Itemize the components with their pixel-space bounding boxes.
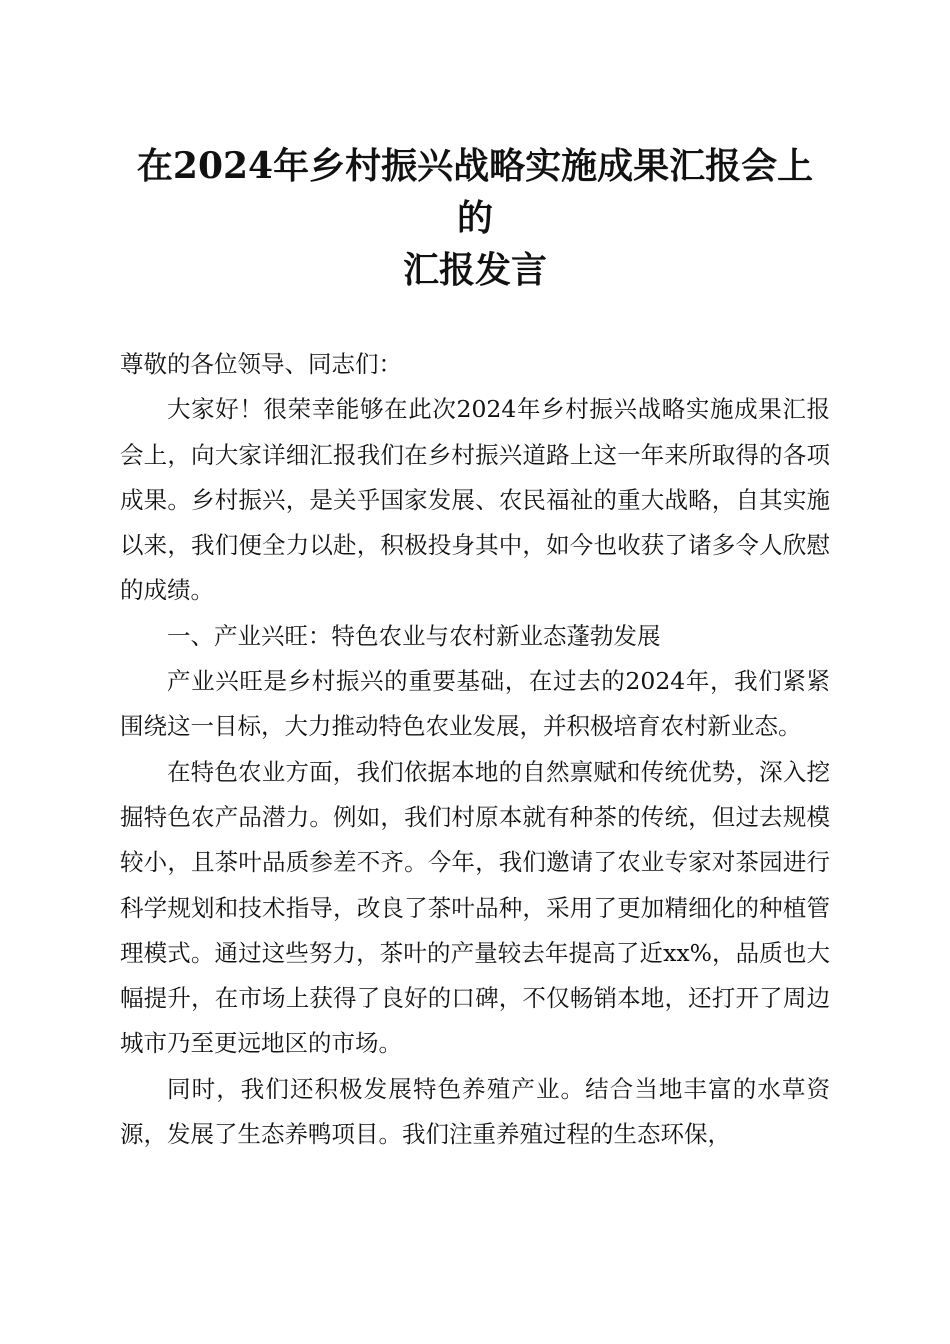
title-line-2: 汇报发言	[402, 249, 547, 291]
document-body	[120, 342, 830, 1157]
salutation: 尊敬的各位领导、同志们：	[120, 350, 402, 378]
document-title	[120, 140, 830, 296]
paragraph-specialty-breeding: 同时，我们还积极发展特色养殖产业。结合当地丰富的水草资源，发展了生态养鸭项目。我们注重养殖过程的生态环保，	[120, 1074, 830, 1149]
paragraph-specialty-agriculture: 在特色农业方面，我们依据本地的自然禀赋和传统优势，深入挖掘特色农产品潜力。例如，我们村原本就有种茶的传统，但过去规模较小，且茶叶品质参差不齐。今年，我们邀请了农业专家对茶园进行科学规划和技术指导，改良了茶叶品种，采用了更加精细化的种植管理模式。通过这些努力，茶叶的产量较去年提高了近xx%，品质也大幅提升，在市场上获得了良好的口碑，不仅畅销本地，还打开了周边城市乃至更远地区的市场。	[120, 757, 830, 1058]
title-line-1: 在2024年乡村振兴战略实施成果汇报会上的	[136, 145, 814, 239]
paragraph-opening: 大家好！很荣幸能够在此次2024年乡村振兴战略实施成果汇报会上，向大家详细汇报我们在乡村振兴道路上这一年来所取得的各项成果。乡村振兴，是关乎国家发展、农民福祉的重大战略，自其实施以来，我们便全力以赴，积极投身其中，如今也收获了诸多令人欣慰的成绩。	[120, 395, 830, 605]
section-heading-1: 一、产业兴旺：特色农业与农村新业态蓬勃发展	[167, 621, 661, 650]
paragraph-industry-intro: 产业兴旺是乡村振兴的重要基础，在过去的2024年，我们紧紧围绕这一目标，大力推动特色农业发展，并积极培育农村新业态。	[120, 667, 830, 741]
